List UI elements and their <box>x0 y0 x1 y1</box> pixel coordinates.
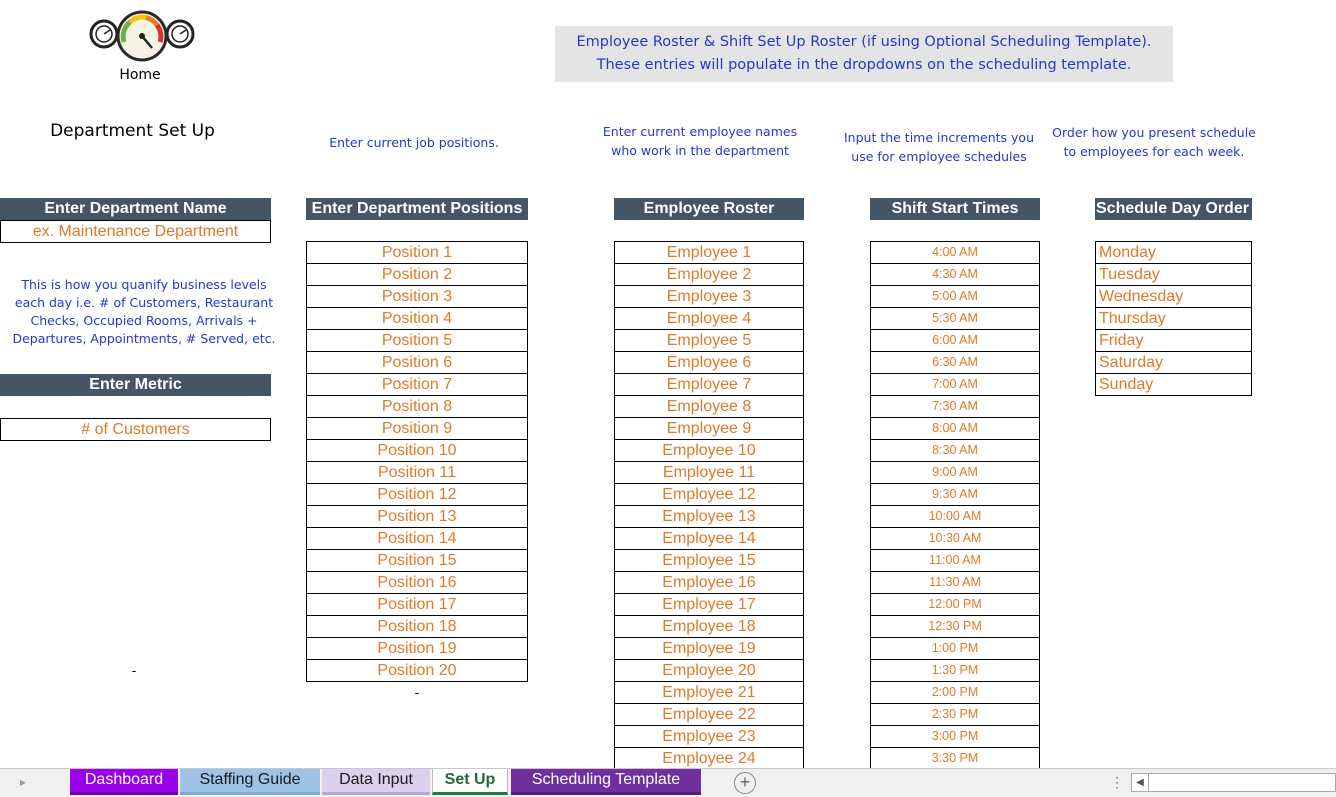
day-cell[interactable]: Tuesday <box>1096 264 1251 286</box>
department-title: Department Set Up <box>50 121 215 141</box>
day-cell[interactable]: Friday <box>1096 330 1251 352</box>
shift-time-cell[interactable]: 7:00 AM <box>871 374 1039 396</box>
day-cell[interactable]: Sunday <box>1096 374 1251 396</box>
shift-time-cell[interactable]: 12:00 PM <box>871 594 1039 616</box>
position-cell[interactable]: Position 17 <box>307 594 527 616</box>
metric-info-line: This is how you quanify business levels <box>21 277 267 292</box>
metric-info-line: each day i.e. # of Customers, Restaurant <box>14 295 274 310</box>
department-name-input[interactable]: ex. Maintenance Department <box>0 220 271 243</box>
shift-start-times-list <box>870 241 1040 770</box>
plus-circle-icon[interactable]: + <box>734 772 756 794</box>
employee-cell[interactable]: Employee 24 <box>615 748 803 770</box>
employee-cell[interactable]: Employee 12 <box>615 484 803 506</box>
home-link[interactable]: Home <box>119 67 161 83</box>
employee-roster-header: Employee Roster <box>614 198 804 220</box>
day-cell[interactable]: Monday <box>1096 242 1251 264</box>
employees-instruction <box>590 122 810 160</box>
position-cell[interactable]: Position 13 <box>307 506 527 528</box>
shifts-instruction-line: use for employee schedules <box>851 149 1027 164</box>
positions-instruction: Enter current job positions. <box>329 135 499 150</box>
position-cell[interactable]: Position 10 <box>307 440 527 462</box>
position-cell[interactable]: Position 5 <box>307 330 527 352</box>
employee-roster-list <box>614 241 804 770</box>
employee-cell[interactable]: Employee 7 <box>615 374 803 396</box>
department-name-header: Enter Department Name <box>0 198 271 220</box>
day-cell[interactable]: Saturday <box>1096 352 1251 374</box>
employee-cell[interactable]: Employee 21 <box>615 682 803 704</box>
position-cell[interactable]: Position 1 <box>307 242 527 264</box>
schedule-day-order-header: Schedule Day Order <box>1095 198 1252 220</box>
instruction-banner <box>555 26 1173 82</box>
tab-staffing-guide[interactable]: Staffing Guide <box>180 769 320 795</box>
shift-time-cell[interactable]: 4:00 AM <box>871 242 1039 264</box>
employee-cell[interactable]: Employee 13 <box>615 506 803 528</box>
shifts-instruction <box>834 128 1044 166</box>
position-cell[interactable]: Position 9 <box>307 418 527 440</box>
employee-cell[interactable]: Employee 15 <box>615 550 803 572</box>
position-cell[interactable]: Position 6 <box>307 352 527 374</box>
shift-time-cell[interactable]: 10:30 AM <box>871 528 1039 550</box>
home-logo-icon[interactable] <box>86 8 198 64</box>
employee-cell[interactable]: Employee 11 <box>615 462 803 484</box>
shift-time-cell[interactable]: 2:00 PM <box>871 682 1039 704</box>
shift-time-cell[interactable]: 8:30 AM <box>871 440 1039 462</box>
employee-cell[interactable]: Employee 22 <box>615 704 803 726</box>
position-cell[interactable]: Position 12 <box>307 484 527 506</box>
employee-cell[interactable]: Employee 17 <box>615 594 803 616</box>
employee-cell[interactable]: Employee 6 <box>615 352 803 374</box>
employee-cell[interactable]: Employee 23 <box>615 726 803 748</box>
position-cell[interactable]: Position 19 <box>307 638 527 660</box>
position-cell[interactable]: Position 18 <box>307 616 527 638</box>
banner-line-1: Employee Roster & Shift Set Up Roster (if using Optional Scheduling Template). <box>576 34 1152 50</box>
position-cell[interactable]: Position 3 <box>307 286 527 308</box>
position-cell[interactable]: Position 2 <box>307 264 527 286</box>
tab-set-up[interactable]: Set Up <box>432 769 508 795</box>
shift-time-cell[interactable]: 6:30 AM <box>871 352 1039 374</box>
employee-cell[interactable]: Employee 4 <box>615 308 803 330</box>
employee-cell[interactable]: Employee 20 <box>615 660 803 682</box>
tab-dashboard[interactable]: Dashboard <box>70 769 178 795</box>
employee-cell[interactable]: Employee 10 <box>615 440 803 462</box>
employee-cell[interactable]: Employee 14 <box>615 528 803 550</box>
metric-header: Enter Metric <box>0 374 271 396</box>
position-cell[interactable]: Position 16 <box>307 572 527 594</box>
employee-cell[interactable]: Employee 18 <box>615 616 803 638</box>
employee-cell[interactable]: Employee 5 <box>615 330 803 352</box>
position-cell[interactable]: Position 7 <box>307 374 527 396</box>
metric-info-text <box>10 276 278 348</box>
employee-cell[interactable]: Employee 16 <box>615 572 803 594</box>
shift-start-times-header: Shift Start Times <box>870 198 1040 220</box>
shift-time-cell[interactable]: 12:30 PM <box>871 616 1039 638</box>
position-cell[interactable]: Position 8 <box>307 396 527 418</box>
shift-time-cell[interactable]: 10:00 AM <box>871 506 1039 528</box>
position-cell[interactable]: Position 20 <box>307 660 527 682</box>
day-cell[interactable]: Thursday <box>1096 308 1251 330</box>
employee-cell[interactable]: Employee 2 <box>615 264 803 286</box>
metric-input[interactable]: # of Customers <box>0 418 271 441</box>
shift-time-cell[interactable]: 3:30 PM <box>871 748 1039 770</box>
chevron-right-icon[interactable]: ▸ <box>19 775 27 789</box>
positions-list <box>306 241 528 682</box>
banner-line-2: These entries will populate in the dropdowns on the scheduling template. <box>596 57 1132 73</box>
employees-instruction-line: Enter current employee names <box>602 124 798 139</box>
scrollbar-splitter-icon[interactable]: ⋮ <box>1110 774 1124 790</box>
shift-time-cell[interactable]: 3:00 PM <box>871 726 1039 748</box>
metric-info-line: Departures, Appointments, # Served, etc. <box>12 331 276 346</box>
shift-time-cell[interactable]: 5:00 AM <box>871 286 1039 308</box>
shift-time-cell[interactable]: 7:30 AM <box>871 396 1039 418</box>
days-instruction <box>1046 123 1262 161</box>
positions-header: Enter Department Positions <box>306 198 528 220</box>
position-cell[interactable]: Position 4 <box>307 308 527 330</box>
days-instruction-line: Order how you present schedule <box>1052 125 1256 140</box>
shift-time-cell[interactable]: 5:30 AM <box>871 308 1039 330</box>
position-cell[interactable]: Position 14 <box>307 528 527 550</box>
shift-time-cell[interactable]: 4:30 AM <box>871 264 1039 286</box>
shift-time-cell[interactable]: 11:30 AM <box>871 572 1039 594</box>
employee-cell[interactable]: Employee 1 <box>615 242 803 264</box>
shift-time-cell[interactable]: 2:30 PM <box>871 704 1039 726</box>
dash-mark: - <box>131 662 137 678</box>
employee-cell[interactable]: Employee 3 <box>615 286 803 308</box>
employees-instruction-line: who work in the department <box>611 143 789 158</box>
chevron-left-icon[interactable]: ◀ <box>1131 773 1149 792</box>
tab-data-input[interactable]: Data Input <box>322 769 430 795</box>
shift-time-cell[interactable]: 9:30 AM <box>871 484 1039 506</box>
metric-info-line: Checks, Occupied Rooms, Arrivals + <box>30 313 258 328</box>
day-cell[interactable]: Wednesday <box>1096 286 1251 308</box>
shift-time-cell[interactable]: 8:00 AM <box>871 418 1039 440</box>
shifts-instruction-line: Input the time increments you <box>843 130 1034 145</box>
employee-cell[interactable]: Employee 19 <box>615 638 803 660</box>
shift-time-cell[interactable]: 6:00 AM <box>871 330 1039 352</box>
employee-cell[interactable]: Employee 9 <box>615 418 803 440</box>
shift-time-cell[interactable]: 1:30 PM <box>871 660 1039 682</box>
shift-time-cell[interactable]: 1:00 PM <box>871 638 1039 660</box>
days-instruction-line: to employees for each week. <box>1063 144 1245 159</box>
tab-scheduling-template[interactable]: Scheduling Template <box>511 769 701 795</box>
horizontal-scrollbar[interactable] <box>1149 773 1336 792</box>
dash-mark: - <box>414 684 420 700</box>
schedule-day-order-list <box>1095 241 1252 396</box>
shift-time-cell[interactable]: 11:00 AM <box>871 550 1039 572</box>
position-cell[interactable]: Position 11 <box>307 462 527 484</box>
employee-cell[interactable]: Employee 8 <box>615 396 803 418</box>
shift-time-cell[interactable]: 9:00 AM <box>871 462 1039 484</box>
position-cell[interactable]: Position 15 <box>307 550 527 572</box>
